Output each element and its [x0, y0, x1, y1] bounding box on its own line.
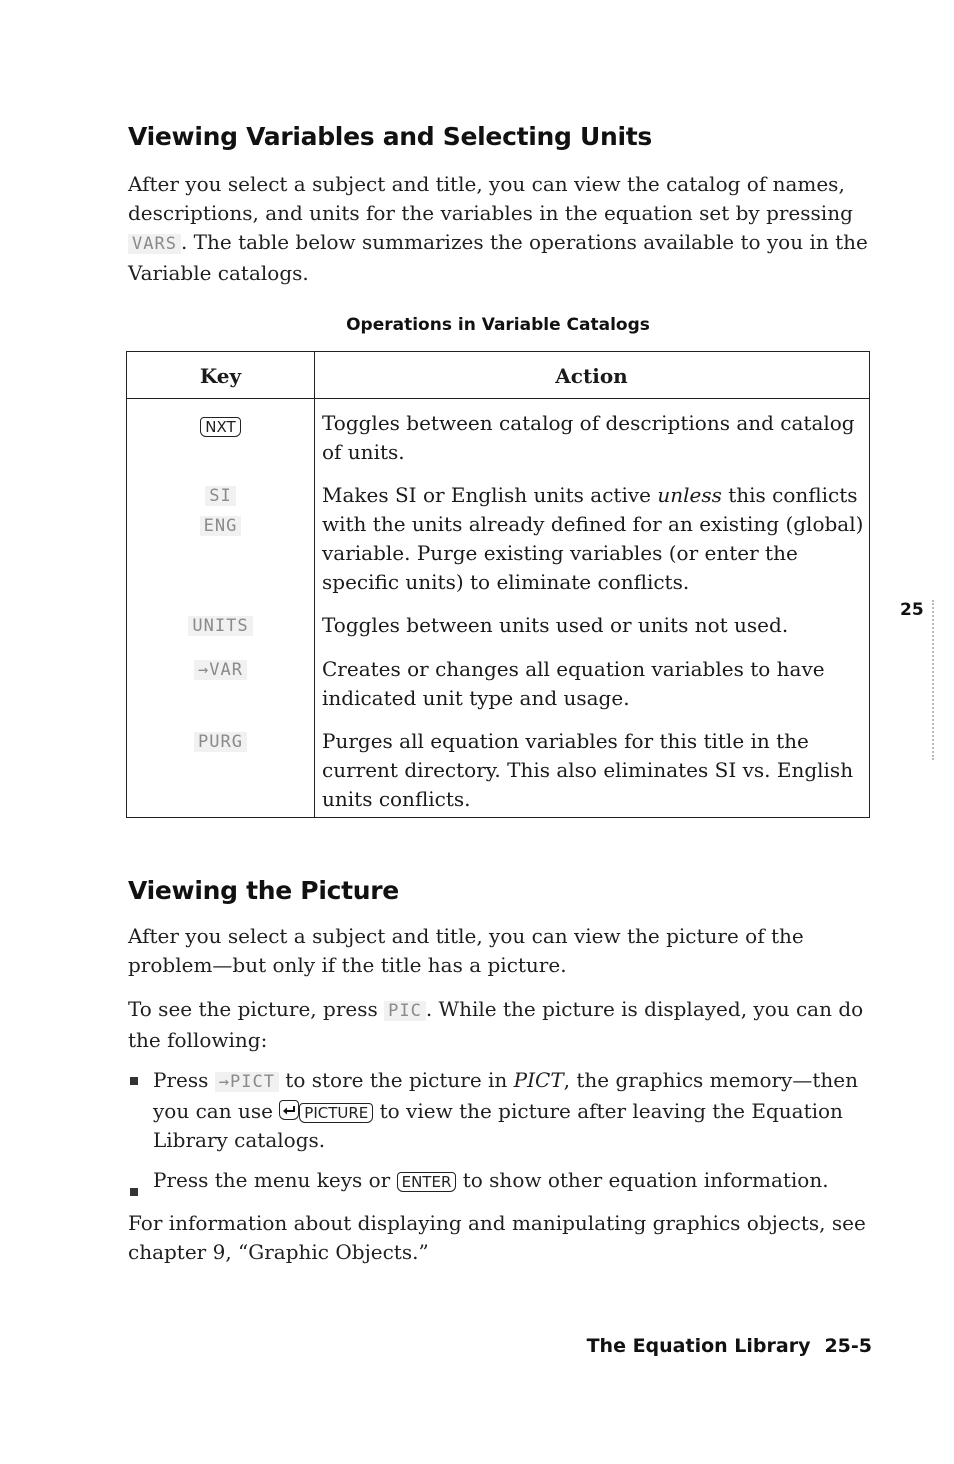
row-action-cell: Toggles between catalog of descriptions and catalog of units. [322, 411, 855, 464]
p2-text-a: To see the picture, press [128, 997, 378, 1021]
section-title-viewing-variables: Viewing Variables and Selecting Units [128, 122, 653, 151]
bullet1-text: , the graphics memory—then you can use [153, 1068, 858, 1123]
table-caption: Operations in Variable Catalogs [346, 315, 650, 335]
intro-text-b: . The table below summarizes the operations available to you in the Variable catalogs. [128, 230, 868, 285]
bullet-item-2 [153, 1166, 883, 1195]
action-text: this conflicts with the units already defined for an existing (global) variable. Purge existing variables (or enter the specific units) to eliminate conflicts. [322, 483, 864, 594]
bullet1-text: to store the picture in [285, 1068, 508, 1092]
header-action: Action [555, 364, 628, 388]
picture-paragraph-1: After you select a subject and title, you can view the picture of the problem—but only if the title has a picture. [128, 924, 804, 977]
picture-key: PICTURE [299, 1103, 373, 1123]
bullet-item-1 [153, 1066, 868, 1155]
eng-softkey: ENG [200, 516, 242, 536]
column-divider [314, 352, 315, 817]
page-footer [587, 1335, 872, 1357]
row-action-cell: Purges all equation variables for this title in the current directory. This also eliminates SI vs. English units conflicts. [322, 729, 854, 811]
vars-softkey: VARS [128, 234, 181, 254]
footer-page-number: 25-5 [824, 1335, 872, 1357]
row-key-cell [127, 655, 314, 685]
purg-softkey: PURG [194, 732, 247, 752]
pict-softkey: →PICT [215, 1072, 279, 1092]
units-softkey: UNITS [188, 616, 252, 636]
bullet1-text: Press [153, 1068, 209, 1092]
chapter-thumb-tab: 25 [900, 600, 924, 620]
si-softkey: SI [205, 486, 235, 506]
var-softkey: →VAR [194, 660, 247, 680]
picture-paragraph-3: For information about displaying and manipulating graphics objects, see chapter 9, “Graphic Objects.” [128, 1211, 866, 1264]
intro-paragraph [128, 170, 868, 288]
row-key-cell [127, 412, 314, 441]
row-action-cell: Creates or changes all equation variables to have indicated unit type and usage. [322, 657, 825, 710]
action-text: Makes SI or English units active [322, 483, 651, 507]
header-divider [127, 398, 869, 399]
bullet2-text: Press the menu keys or [153, 1168, 391, 1192]
bullet2-text: to show other equation information. [462, 1168, 829, 1192]
row-key-cell [127, 727, 314, 757]
row-action-cell: Toggles between units used or units not used. [322, 613, 789, 637]
intro-text-a: After you select a subject and title, you can view the catalog of names, descriptions, and units for the variables in the equation set by pressing [128, 172, 853, 225]
picture-paragraph-2 [128, 995, 868, 1055]
thumb-tab-edge [932, 600, 934, 760]
section-title-viewing-picture: Viewing the Picture [128, 876, 399, 905]
row-key-cell [127, 481, 314, 541]
enter-key: ENTER [397, 1172, 457, 1192]
footer-chapter-title: The Equation Library [586, 1335, 811, 1357]
operations-table [126, 351, 870, 818]
pict-emphasis: PICT [513, 1068, 564, 1092]
bullet1-text: to view the picture after leaving the Equation Library catalogs. [153, 1099, 843, 1152]
action-emphasis: unless [657, 483, 722, 507]
row-action-cell [322, 481, 867, 597]
bullet-marker [130, 1077, 138, 1085]
nxt-key: NXT [200, 417, 240, 437]
header-key: Key [199, 364, 242, 388]
left-shift-key-icon [279, 1100, 299, 1120]
bullet-marker [130, 1188, 138, 1196]
row-key-cell [127, 611, 314, 641]
pic-softkey: PIC [384, 1001, 426, 1021]
p2-text-b: . While the picture is displayed, you can do the following: [128, 997, 864, 1052]
